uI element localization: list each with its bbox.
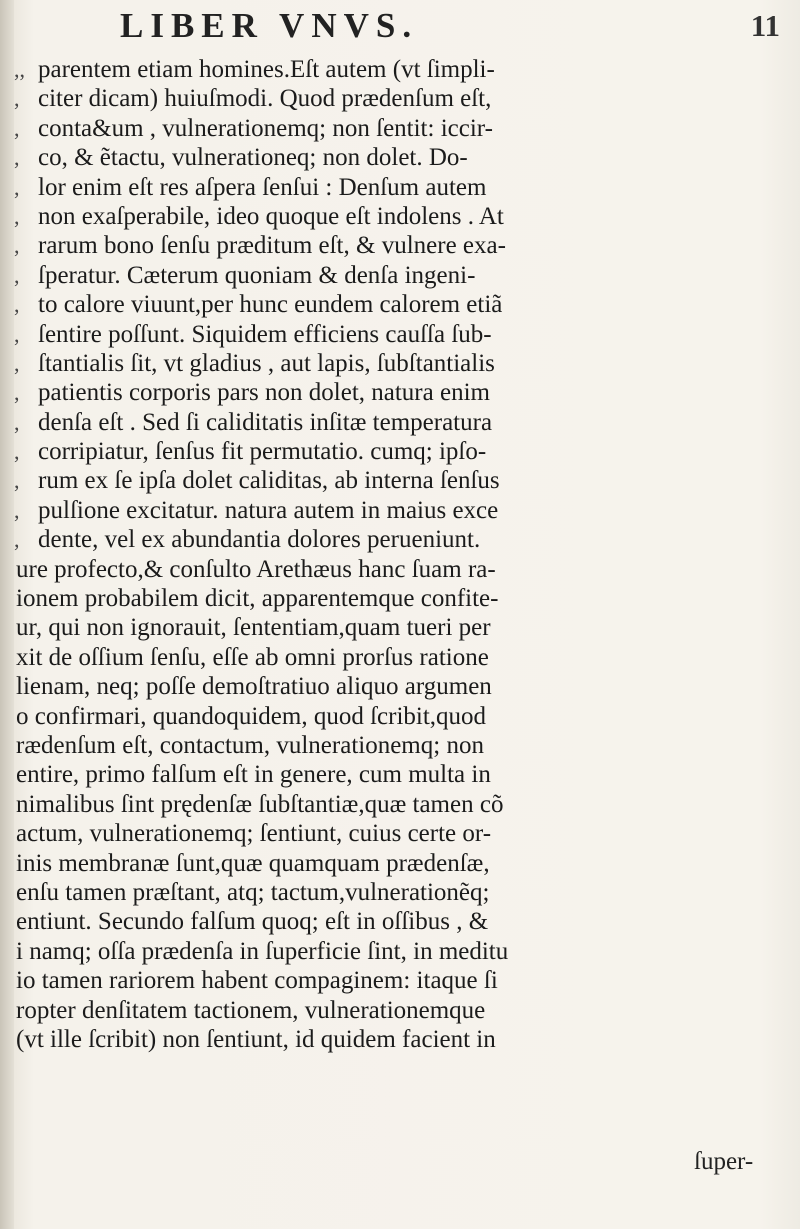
text-line xyxy=(14,878,784,907)
text-line xyxy=(14,1025,784,1054)
text-line xyxy=(14,143,784,172)
line-text: conta&um , vulnerationemq; non ſentit: iccir- xyxy=(38,114,493,142)
line-text: inis membranæ ſunt,quæ quamquam prædenſæ, xyxy=(16,849,490,877)
line-text: ure profecto,& conſulto Arethæus hanc ſuam ra- xyxy=(16,555,496,583)
quotation-marker: , xyxy=(14,468,20,494)
line-text: citer dicam) huiuſmodi. Quod prædenſum eſt, xyxy=(38,85,492,113)
text-line xyxy=(14,760,784,789)
text-line xyxy=(14,996,784,1025)
page-header xyxy=(120,6,780,46)
line-text: actum, vulnerationemq; ſentiunt, cuius certe or- xyxy=(16,820,492,848)
text-line xyxy=(14,231,784,260)
text-line xyxy=(14,320,784,349)
text-line xyxy=(14,731,784,760)
line-text: lienam, neq; poſſe demoſtratiuo aliquo argumen xyxy=(16,673,492,701)
quotation-marker: , xyxy=(14,203,20,229)
quotation-marker: ,, xyxy=(14,57,25,82)
text-line xyxy=(14,613,784,642)
page-number: 11 xyxy=(750,8,780,43)
text-line xyxy=(14,525,784,554)
line-text: ſentire poſſunt. Siquidem efficiens cauſſa ſub- xyxy=(38,320,492,348)
quotation-marker: , xyxy=(14,86,20,112)
text-line xyxy=(14,819,784,848)
line-text: denſa eſt . Sed ſi caliditatis inſitæ temperatura xyxy=(38,408,493,436)
line-text: dente, vel ex abundantia dolores perueniunt. xyxy=(38,526,481,554)
text-line xyxy=(14,702,784,731)
catchword: ſuper- xyxy=(694,1148,754,1175)
line-text: ſperatur. Cæterum quoniam & denſa ingeni- xyxy=(38,261,476,289)
quotation-marker: , xyxy=(14,145,20,171)
text-line xyxy=(14,849,784,878)
line-text: parentem etiam homines.Eſt autem (vt ſimpli- xyxy=(38,56,495,83)
line-text: entiunt. Secundo falſum quoq; eſt in oſſibus , & xyxy=(16,908,489,936)
quotation-marker: , xyxy=(14,409,20,435)
quotation-marker: , xyxy=(14,233,20,259)
line-text: rarum bono ſenſu præditum eſt, & vulnere exa- xyxy=(38,232,506,260)
line-text: entire, primo falſum eſt in genere, cum multa in xyxy=(16,761,491,789)
quotation-marker: , xyxy=(14,497,20,523)
line-text: (vt ille ſcribit) non ſentiunt, id quidem facient in xyxy=(16,1025,496,1053)
text-line xyxy=(14,790,784,819)
line-text: co, & ẽtactu, vulnerationeq; non dolet. Do- xyxy=(38,144,468,172)
line-text: non exaſperabile, ideo quoque eſt indolens . At xyxy=(38,202,504,230)
text-line xyxy=(14,672,784,701)
line-text: io tamen rariorem habent compaginem: itaque ſi xyxy=(16,967,498,995)
line-text: patientis corporis pars non dolet, natura enim xyxy=(38,379,490,407)
text-line xyxy=(14,290,784,319)
line-text: rum ex ſe ipſa dolet caliditas, ab interna ſenſus xyxy=(38,467,500,495)
quotation-marker: , xyxy=(14,321,20,347)
running-title: LIBER VNVS. xyxy=(120,6,419,45)
body-text xyxy=(14,55,784,1054)
line-text: nimalibus ſint prędenſæ ſubſtantiæ,quæ tamen cõ xyxy=(16,790,504,818)
text-line xyxy=(14,408,784,437)
line-text: corripiatur, ſenſus fit permutatio. cumq; ipſo- xyxy=(38,438,487,466)
text-line xyxy=(14,496,784,525)
quotation-marker: , xyxy=(14,292,20,318)
line-text: ur, qui non ignorauit, ſententiam,quam tueri per xyxy=(16,614,491,642)
text-line xyxy=(14,966,784,995)
text-line xyxy=(14,55,784,84)
text-line xyxy=(14,261,784,290)
text-line xyxy=(14,937,784,966)
line-text: ſtantialis ſit, vt gladius , aut lapis, ſubſtantialis xyxy=(38,349,495,377)
text-line xyxy=(14,584,784,613)
line-text: ionem probabilem dicit, apparentemque confite- xyxy=(16,585,499,613)
line-text: i namq; oſſa prædenſa in ſuperficie ſint, in meditu xyxy=(16,937,509,965)
text-line xyxy=(14,349,784,378)
quotation-marker: , xyxy=(14,527,20,553)
line-text: rædenſum eſt, contactum, vulnerationemq; non xyxy=(16,731,484,759)
text-line xyxy=(14,114,784,143)
line-text: pulſione excitatur. natura autem in maius exce xyxy=(38,496,499,524)
text-line xyxy=(14,466,784,495)
line-text: ropter denſitatem tactionem, vulnerationemque xyxy=(16,996,486,1024)
line-text: enſu tamen præſtant, atq; tactum,vulnerationẽq; xyxy=(16,878,490,906)
text-line xyxy=(14,378,784,407)
binding-gutter xyxy=(0,0,14,1229)
text-line xyxy=(14,643,784,672)
text-line xyxy=(14,437,784,466)
text-line xyxy=(14,907,784,936)
line-text: xit de oſſium ſenſu, eſſe ab omni prorſus ratione xyxy=(16,643,489,671)
text-line xyxy=(14,555,784,584)
quotation-marker: , xyxy=(14,439,20,465)
quotation-marker: , xyxy=(14,115,20,141)
line-text: to calore viuunt,per hunc eundem calorem etiã xyxy=(38,291,503,319)
text-line xyxy=(14,173,784,202)
quotation-marker: , xyxy=(14,262,20,288)
text-line xyxy=(14,84,784,113)
line-text: lor enim eſt res aſpera ſenſui : Denſum autem xyxy=(38,173,487,201)
text-line xyxy=(14,202,784,231)
quotation-marker: , xyxy=(14,174,20,200)
line-text: o confirmari, quandoquidem, quod ſcribit,quod xyxy=(16,702,487,730)
quotation-marker: , xyxy=(14,350,20,376)
quotation-marker: , xyxy=(14,380,20,406)
